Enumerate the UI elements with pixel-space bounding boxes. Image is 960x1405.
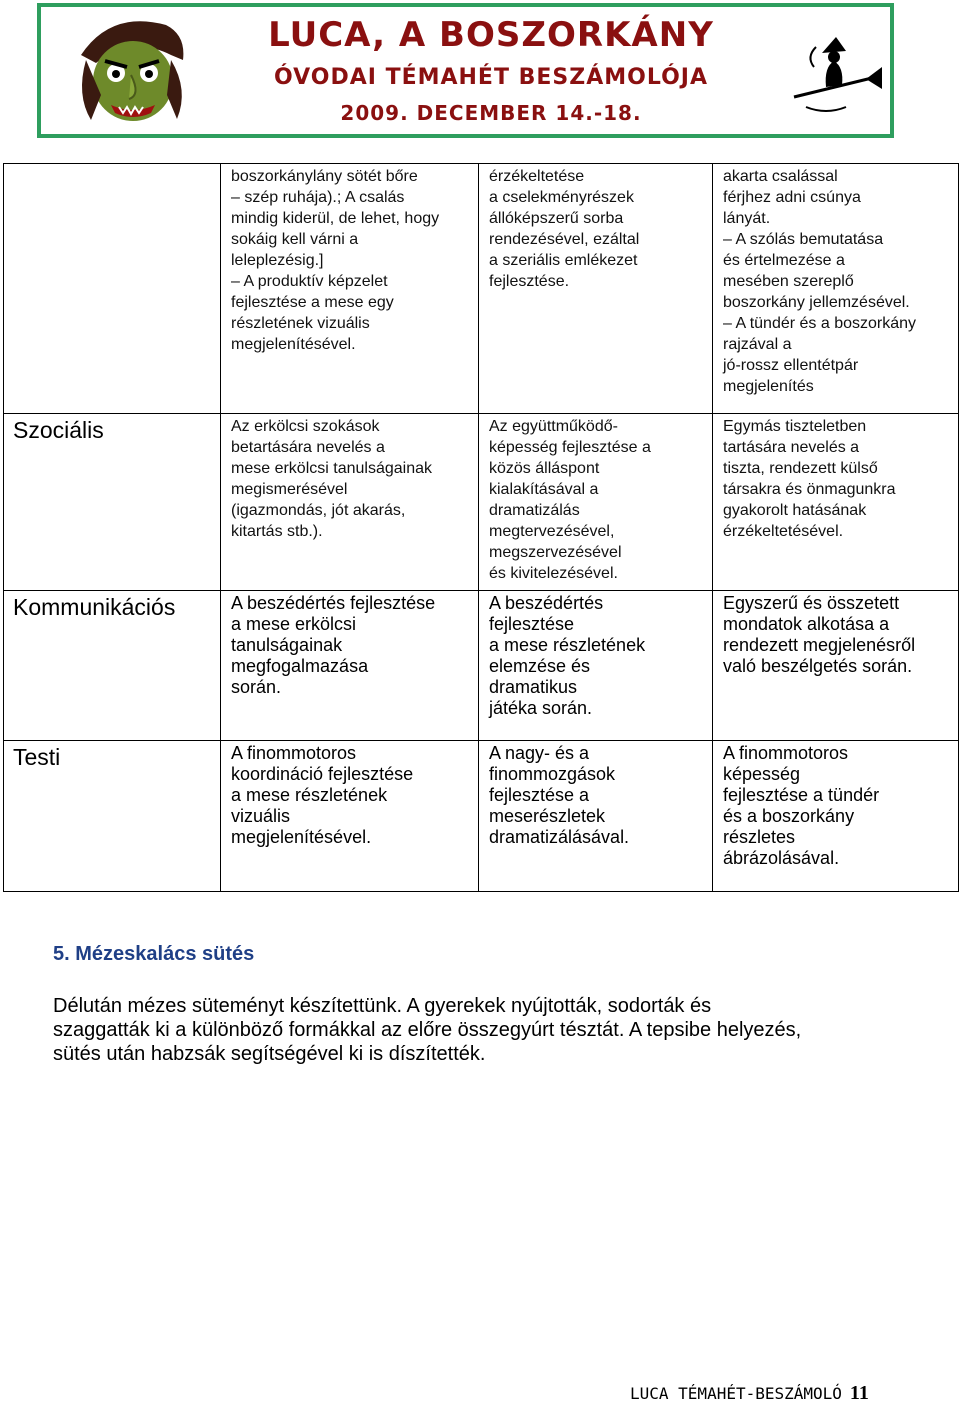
footer-label: LUCA TÉMAHÉT-BESZÁMOLÓ: [630, 1384, 842, 1403]
table-cell: Az erkölcsi szokások betartására nevelés a mese erkölcsi tanulságainak megismerésével (igazmondás, jót akarás, kitartás stb.).: [221, 414, 479, 591]
table-cell: boszorkánylány sötét bőre – szép ruhája).; A csalás mindig kiderül, de lehet, hogy sokáig kell várni a leleplezésig.] – A produktív képzelet fejlesztése a mese egy részletének vizuális megjelenítésével.: [221, 164, 479, 414]
table-cell: A finommotoros képesség fejlesztése a tündér és a boszorkány részletes ábrázolásával.: [713, 741, 959, 892]
area-cell: Szociális: [4, 414, 221, 591]
table-row: [4, 741, 959, 892]
page-footer: [630, 1382, 890, 1405]
table-row: [4, 164, 959, 414]
table-cell: A finommotoros koordináció fejlesztése a mese részletének vizuális megjelenítésével.: [221, 741, 479, 892]
area-cell: Testi: [4, 741, 221, 892]
table-cell: Az együttműködő- képesség fejlesztése a közös álláspont kialakításával a dramatizálás megtervezésével, megszervezésével és kivitelezésével.: [479, 414, 713, 591]
banner-title: LUCA, A BOSZORKÁNY: [268, 15, 714, 55]
witch-on-broom-icon: [786, 37, 884, 119]
goals-table: [3, 163, 959, 892]
table-cell: A beszédértés fejlesztése a mese részletének elemzése és dramatikus játéka során.: [479, 591, 713, 741]
table-row: [4, 591, 959, 741]
banner-date: 2009. DECEMBER 14.-18.: [340, 101, 642, 125]
witch-face-illustration: [71, 15, 191, 127]
section-body: Délután mézes süteményt készítettünk. A gyerekek nyújtották, sodorták és szaggatták ki a különböző formákkal az előre összegyúrt tésztát. A tepsibe helyezés, sütés után habzsák segítségével ki is díszítették.: [53, 995, 802, 1065]
section-title: 5. Mézeskalács sütés: [53, 943, 255, 965]
table-cell: Egymás tiszteletben tartására nevelés a tiszta, rendezett külső társakra és önmagunkra gyakorolt hatásának érzékeltetésével.: [713, 414, 959, 591]
area-cell: Kommunikációs: [4, 591, 221, 741]
table-cell: akarta csalással férjhez adni csúnya lányát. – A szólás bemutatása és értelmezése a mesében szereplő boszorkány jellemzésével. – A tündér és a boszorkány rajzával a jó-rossz ellentétpár megjelenítés: [713, 164, 959, 414]
page-number: 11: [849, 1382, 869, 1404]
table-cell: A beszédértés fejlesztése a mese erkölcsi tanulságainak megfogalmazása során.: [221, 591, 479, 741]
table-cell: érzékeltetése a cselekményrészek állóképszerű sorba rendezésével, ezáltal a szeriális emlékezet fejlesztése.: [479, 164, 713, 414]
header-banner: [37, 3, 894, 138]
area-cell: [4, 164, 221, 414]
table-cell: A nagy- és a finommozgások fejlesztése a meserészletek dramatizálásával.: [479, 741, 713, 892]
table-cell: Egyszerű és összetett mondatok alkotása a rendezett megjelenésről való beszélgetés során.: [713, 591, 959, 741]
banner-subtitle: ÓVODAI TÉMAHÉT BESZÁMOLÓJA: [273, 65, 708, 90]
table-row: [4, 414, 959, 591]
